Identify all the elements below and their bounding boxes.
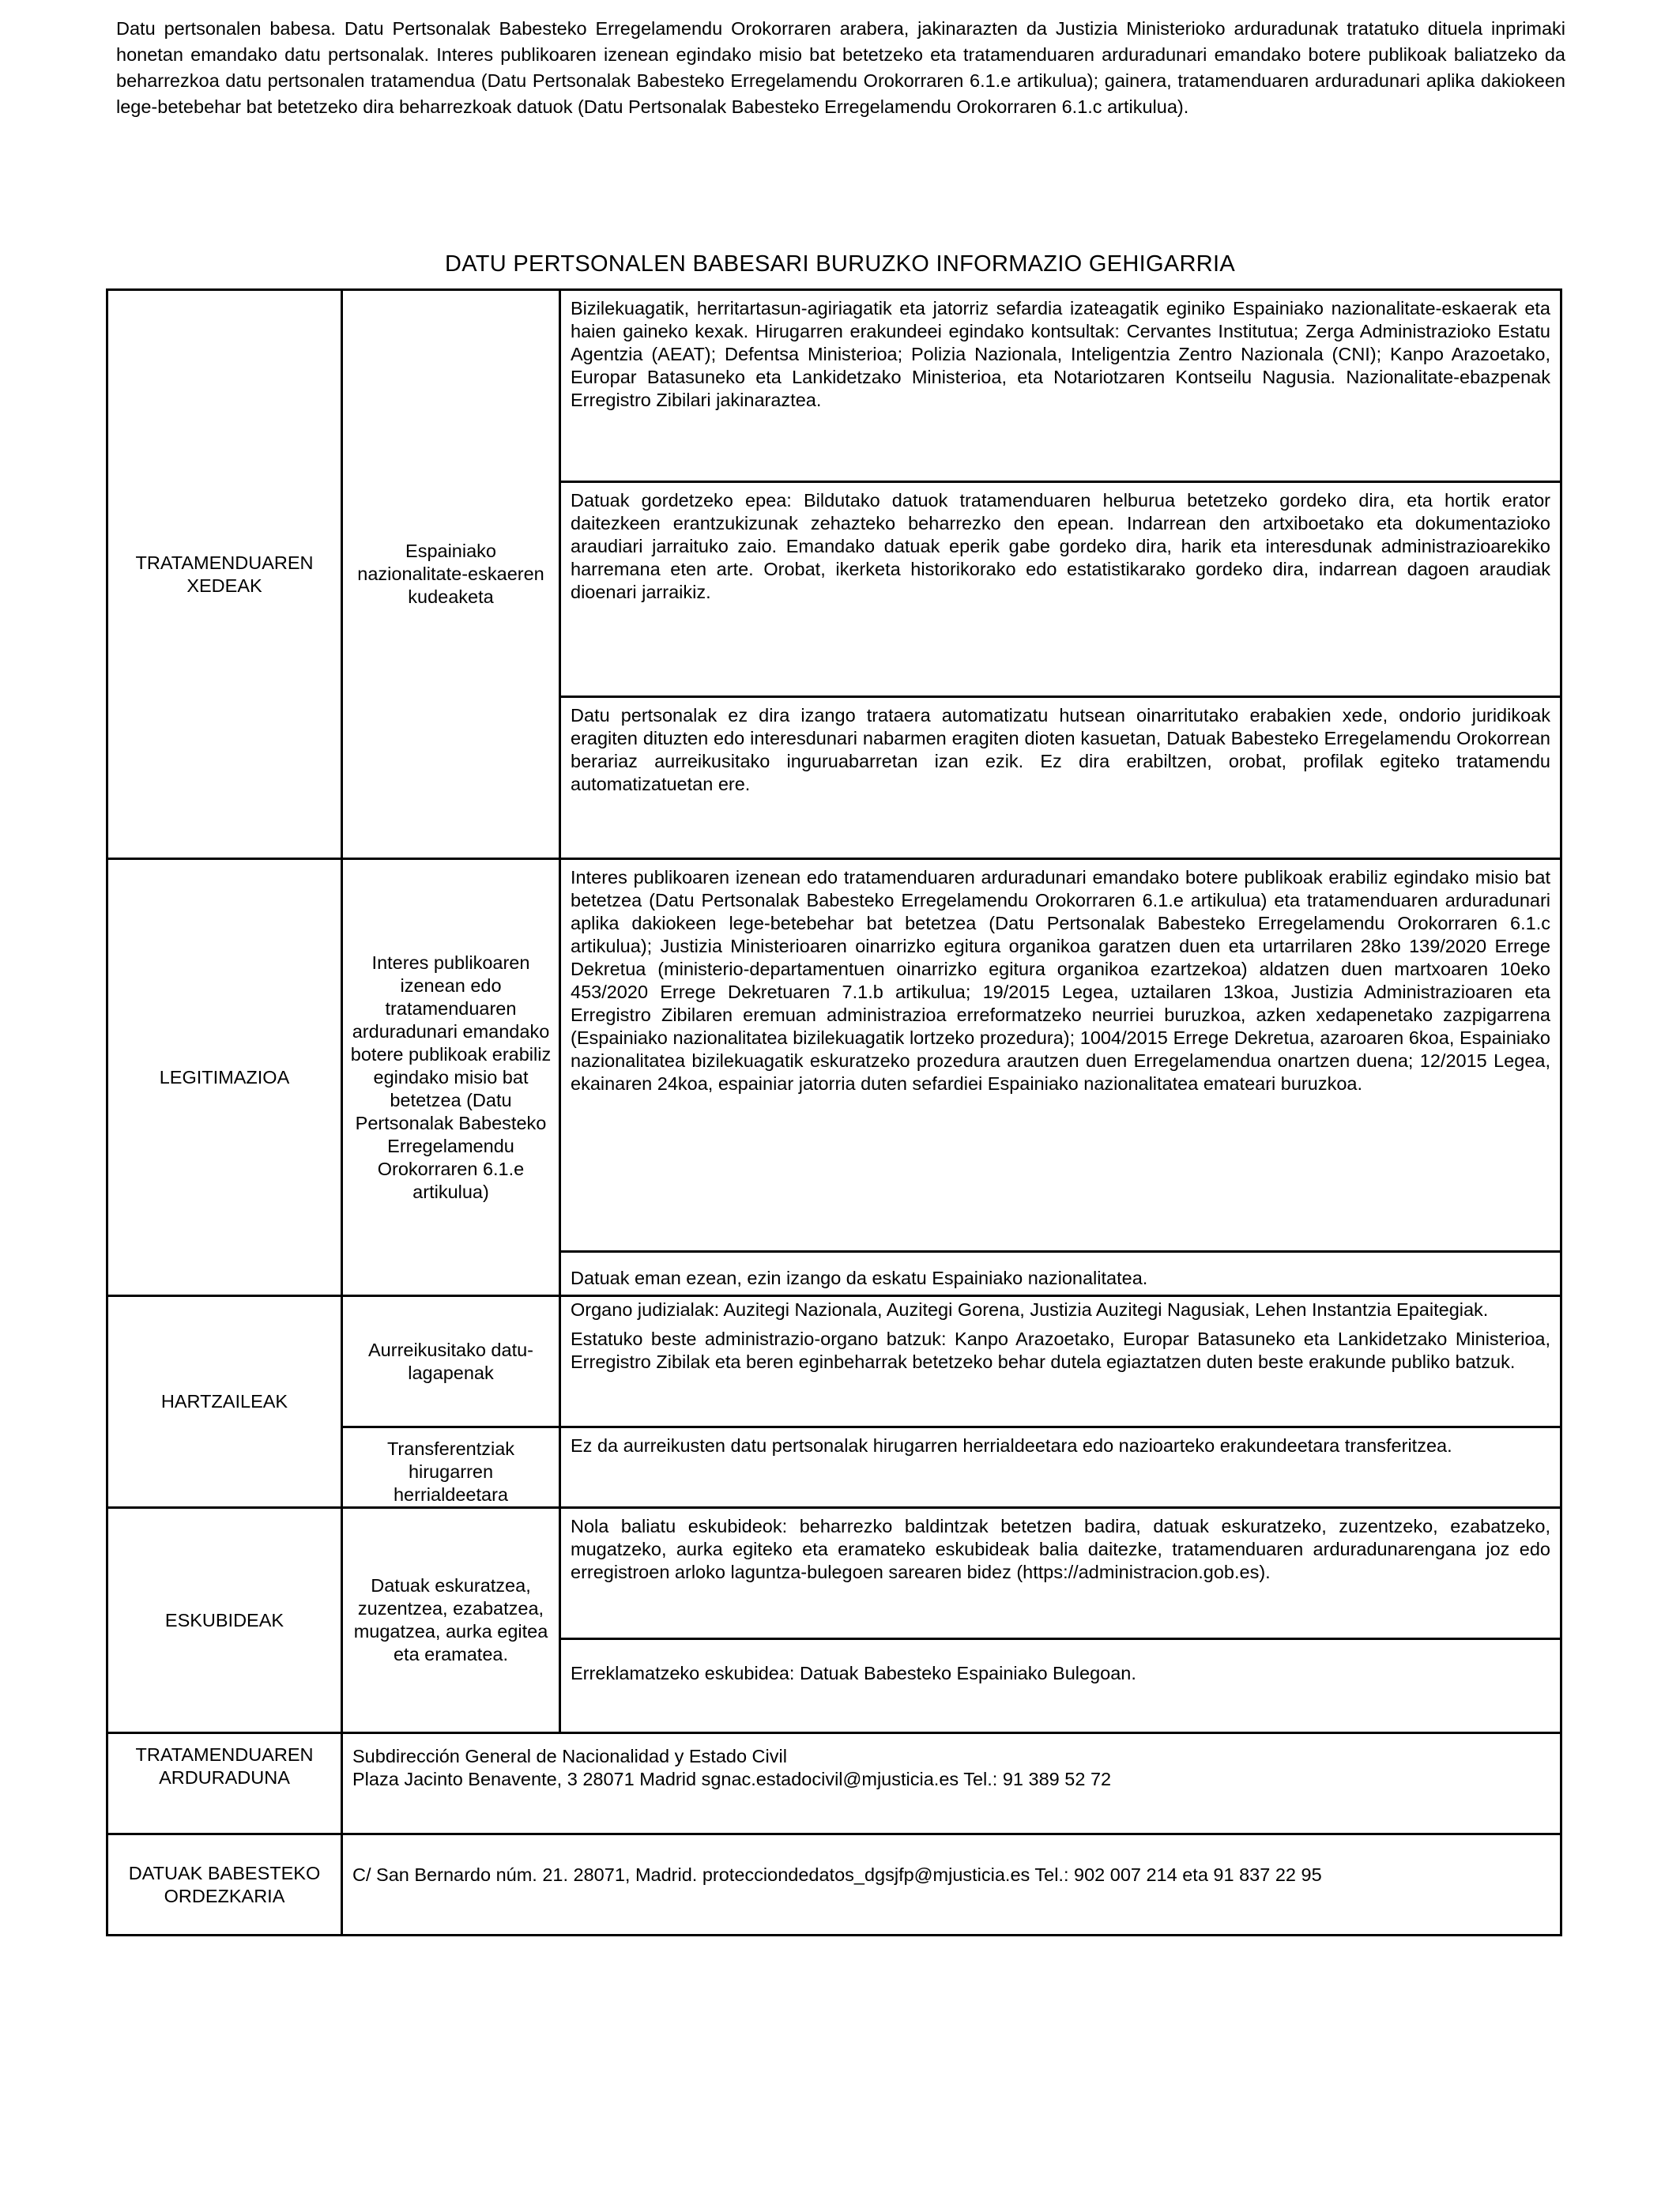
legitimacy-text-1: Interes publikoaren izenean edo tratamenduaren arduradunari emandako botere publikoak erabiliz egindako misio bat betetzea (Datu Pertsonalak Babesteko Erregelamendu Orokorraren 6.1.e artikulua) eta tratamenduaren arduradunari aplika dakiokeen lege-betebehar bat betetzea (Datu Pertsonalak Babesteko Erregelamendu Orokorraren 6.1.c artikulua); Justizia Ministerioaren oinarrizko egitura organikoa garatzen duen eta urtarrilaren 28ko 139/2020 Errege Dekretua (ministerio-departamentuen oinarrizko egitura organikoa ezartzekoa) aldatzen duen martxoaren 10eko 453/2020 Errege Dekretuaren 7.1.b artikulua; 19/2015 Legea, uztailaren 13koa, Justizia Administrazioaren eta Erregistro Zibilaren eremuan administrazioa erreformatzeko neurriei buruzkoa, azken xedapenetako zazpigarrena (Espainiako nazionalitatea bizilekuagatik lortzeko prozedura); 1004/2015 Errege Dekretua, azaroaren 6koa, Espainiako nazionalitatea bizilekuagatik eskuratzeko prozedura arautzen duen Erregelamendua onartzen duena; 12/2015 Legea, ekainaren 24koa, espainiar jatorria duten sefardiei Espainiako nazionalitatea emateari buruzkoa.	[560, 859, 1561, 1252]
controller-address: Plaza Jacinto Benavente, 3 28071 Madrid sgnac.estadocivil@mjusticia.es Tel.: 91 389 52 72	[352, 1769, 1112, 1789]
rights-text-2: Erreklamatzeko eskubidea: Datuak Babesteko Espainiako Bulegoan.	[560, 1639, 1561, 1733]
recipients-administrative: Estatuko beste administrazio-organo batzuk: Kanpo Arazoetako, Europar Batasuneko eta Lankidetzako Ministerioa, Erregistro Zibilak eta beren eginbeharrak betetzeko behar dutela egiaztatzen duten beste erakunde publiko batzuk.	[571, 1329, 1550, 1372]
dpo-heading: DATUAK BABESTEKO ORDEZKARIA	[107, 1834, 342, 1936]
recipients-judicial: Organo judizialak: Auzitegi Nazionala, Auzitegi Gorena, Justizia Auzitegi Nagusiak, Lehen Instantzia Epaitegiak.	[571, 1299, 1489, 1320]
rights-heading: ESKUBIDEAK	[107, 1508, 342, 1733]
legitimacy-text-2: Datuak eman ezean, ezin izango da eskatu Espainiako nazionalitatea.	[560, 1252, 1561, 1296]
info-table	[106, 288, 1562, 1936]
recipients-text-2: Ez da aurreikusten datu pertsonalak hirugarren herrialdeetara edo nazioarteko erakundeetara transferitzea.	[560, 1427, 1561, 1508]
recipients-subheading-2: Transferentziak hirugarren herrialdeetara	[342, 1427, 560, 1508]
purposes-text-2: Datuak gordetzeko epea: Bildutako datuok tratamenduaren helburua betetzeko gordeko dira, eta hortik erator daitezkeen erantzukizunak zehazteko beharrezko den epean. Indarrean den artxiboetako eta dokumentazioko araudiari jarraituko zaio. Emandako datuak eperik gabe gordeko dira, harik eta interesdunak administrazioarekiko harremana eten arte. Orobat, ikerketa historikorako edo estatistikarako gordeko dira, indarrean dagoen araudiak dioenari jarraikiz.	[560, 482, 1561, 697]
controller-name: Subdirección General de Nacionalidad y Estado Civil	[352, 1746, 787, 1766]
intro-paragraph: Datu pertsonalen babesa. Datu Pertsonalak Babesteko Erregelamendu Orokorraren arabera, jakinarazten da Justizia Ministerioko arduradunak tratatuko dituela inprimaki honetan emandako datu pertsonalak. Interes publikoaren izenean egindako misio bat betetzeko eta tratamenduaren arduradunari emandako botere publikoak baliatzeko da beharrezkoa datu pertsonalen tratamendua (Datu Pertsonalak Babesteko Erregelamendu Orokorraren 6.1.e artikulua); gainera, tratamenduaren arduradunari aplika dakiokeen lege-betebehar bat betetzeko dira beharrezkoak datuok (Datu Pertsonalak Babesteko Erregelamendu Orokorraren 6.1.c artikulua).	[116, 18, 1565, 117]
recipients-heading: HARTZAILEAK	[107, 1296, 342, 1508]
purposes-text-1: Bizilekuagatik, herritartasun-agiriagatik eta jatorriz sefardia izateagatik eginiko Espainiako nazionalitate-eskaerak eta haien gaineko kexak. Hirugarren erakundeei egindako kontsultak: Cervantes Institutua; Zerga Administrazioko Estatu Agentzia (AEAT); Defentsa Ministerioa; Polizia Nazionala, Inteligentzia Zentro Nazionala (CNI); Kanpo Arazoetako, Europar Batasuneko eta Lankidetzako Ministerioa, eta Notariotzaren Kontseilu Nagusia. Nazionalitate-ebazpenak Erregistro Zibilari jakinaraztea.	[560, 290, 1561, 482]
rights-subheading: Datuak eskuratzea, zuzentzea, ezabatzea, mugatzea, aurka egitea eta eramatea.	[342, 1508, 560, 1733]
purposes-subheading: Espainiako nazionalitate-eskaeren kudeaketa	[342, 290, 560, 859]
purposes-text-3: Datu pertsonalak ez dira izango trataera automatizatu hutsean oinarritutako erabakien xede, ondorio juridikoak eragiten dituzten edo interesdunari nabarmen eragiten dioten kasuetan, Datuak Babesteko Erregelamendu Orokorrean berariaz aurreikusitako inguruabarretan izan ezik. Ez dira erabiltzen, orobat, profilak egiteko tratamendu automatizatuetan ere.	[560, 697, 1561, 859]
legitimacy-subheading: Interes publikoaren izenean edo tratamenduaren arduradunari emandako botere publikoak erabiliz egindako misio bat betetzea (Datu Pertsonalak Babesteko Erregelamendu Orokorraren 6.1.e artikulua)	[342, 859, 560, 1296]
controller-text	[342, 1733, 1561, 1834]
controller-heading: TRATAMENDUAREN ARDURADUNA	[107, 1733, 342, 1834]
recipients-subheading-1: Aurreikusitako datu-lagapenak	[342, 1296, 560, 1427]
dpo-text: C/ San Bernardo núm. 21. 28071, Madrid. protecciondedatos_dgsjfp@mjusticia.es Tel.: 902 007 214 eta 91 837 22 95	[342, 1834, 1561, 1936]
rights-text-1: Nola baliatu eskubideok: beharrezko baldintzak betetzen badira, datuak eskuratzeko, zuzentzeko, ezabatzeko, mugatzeko, aurka egiteko eta eramateko eskubideak balia daitezke, tratamenduaren arduradunarengana joz edo erregistroen arloko laguntza-bulegoen sarearen bidez (https://administracion.gob.es).	[560, 1508, 1561, 1639]
legitimacy-heading: LEGITIMAZIOA	[107, 859, 342, 1296]
purposes-heading: TRATAMENDUAREN XEDEAK	[107, 290, 342, 859]
recipients-text-1	[560, 1296, 1561, 1427]
page-title: DATU PERTSONALEN BABESARI BURUZKO INFORMAZIO GEHIGARRIA	[445, 251, 1235, 277]
